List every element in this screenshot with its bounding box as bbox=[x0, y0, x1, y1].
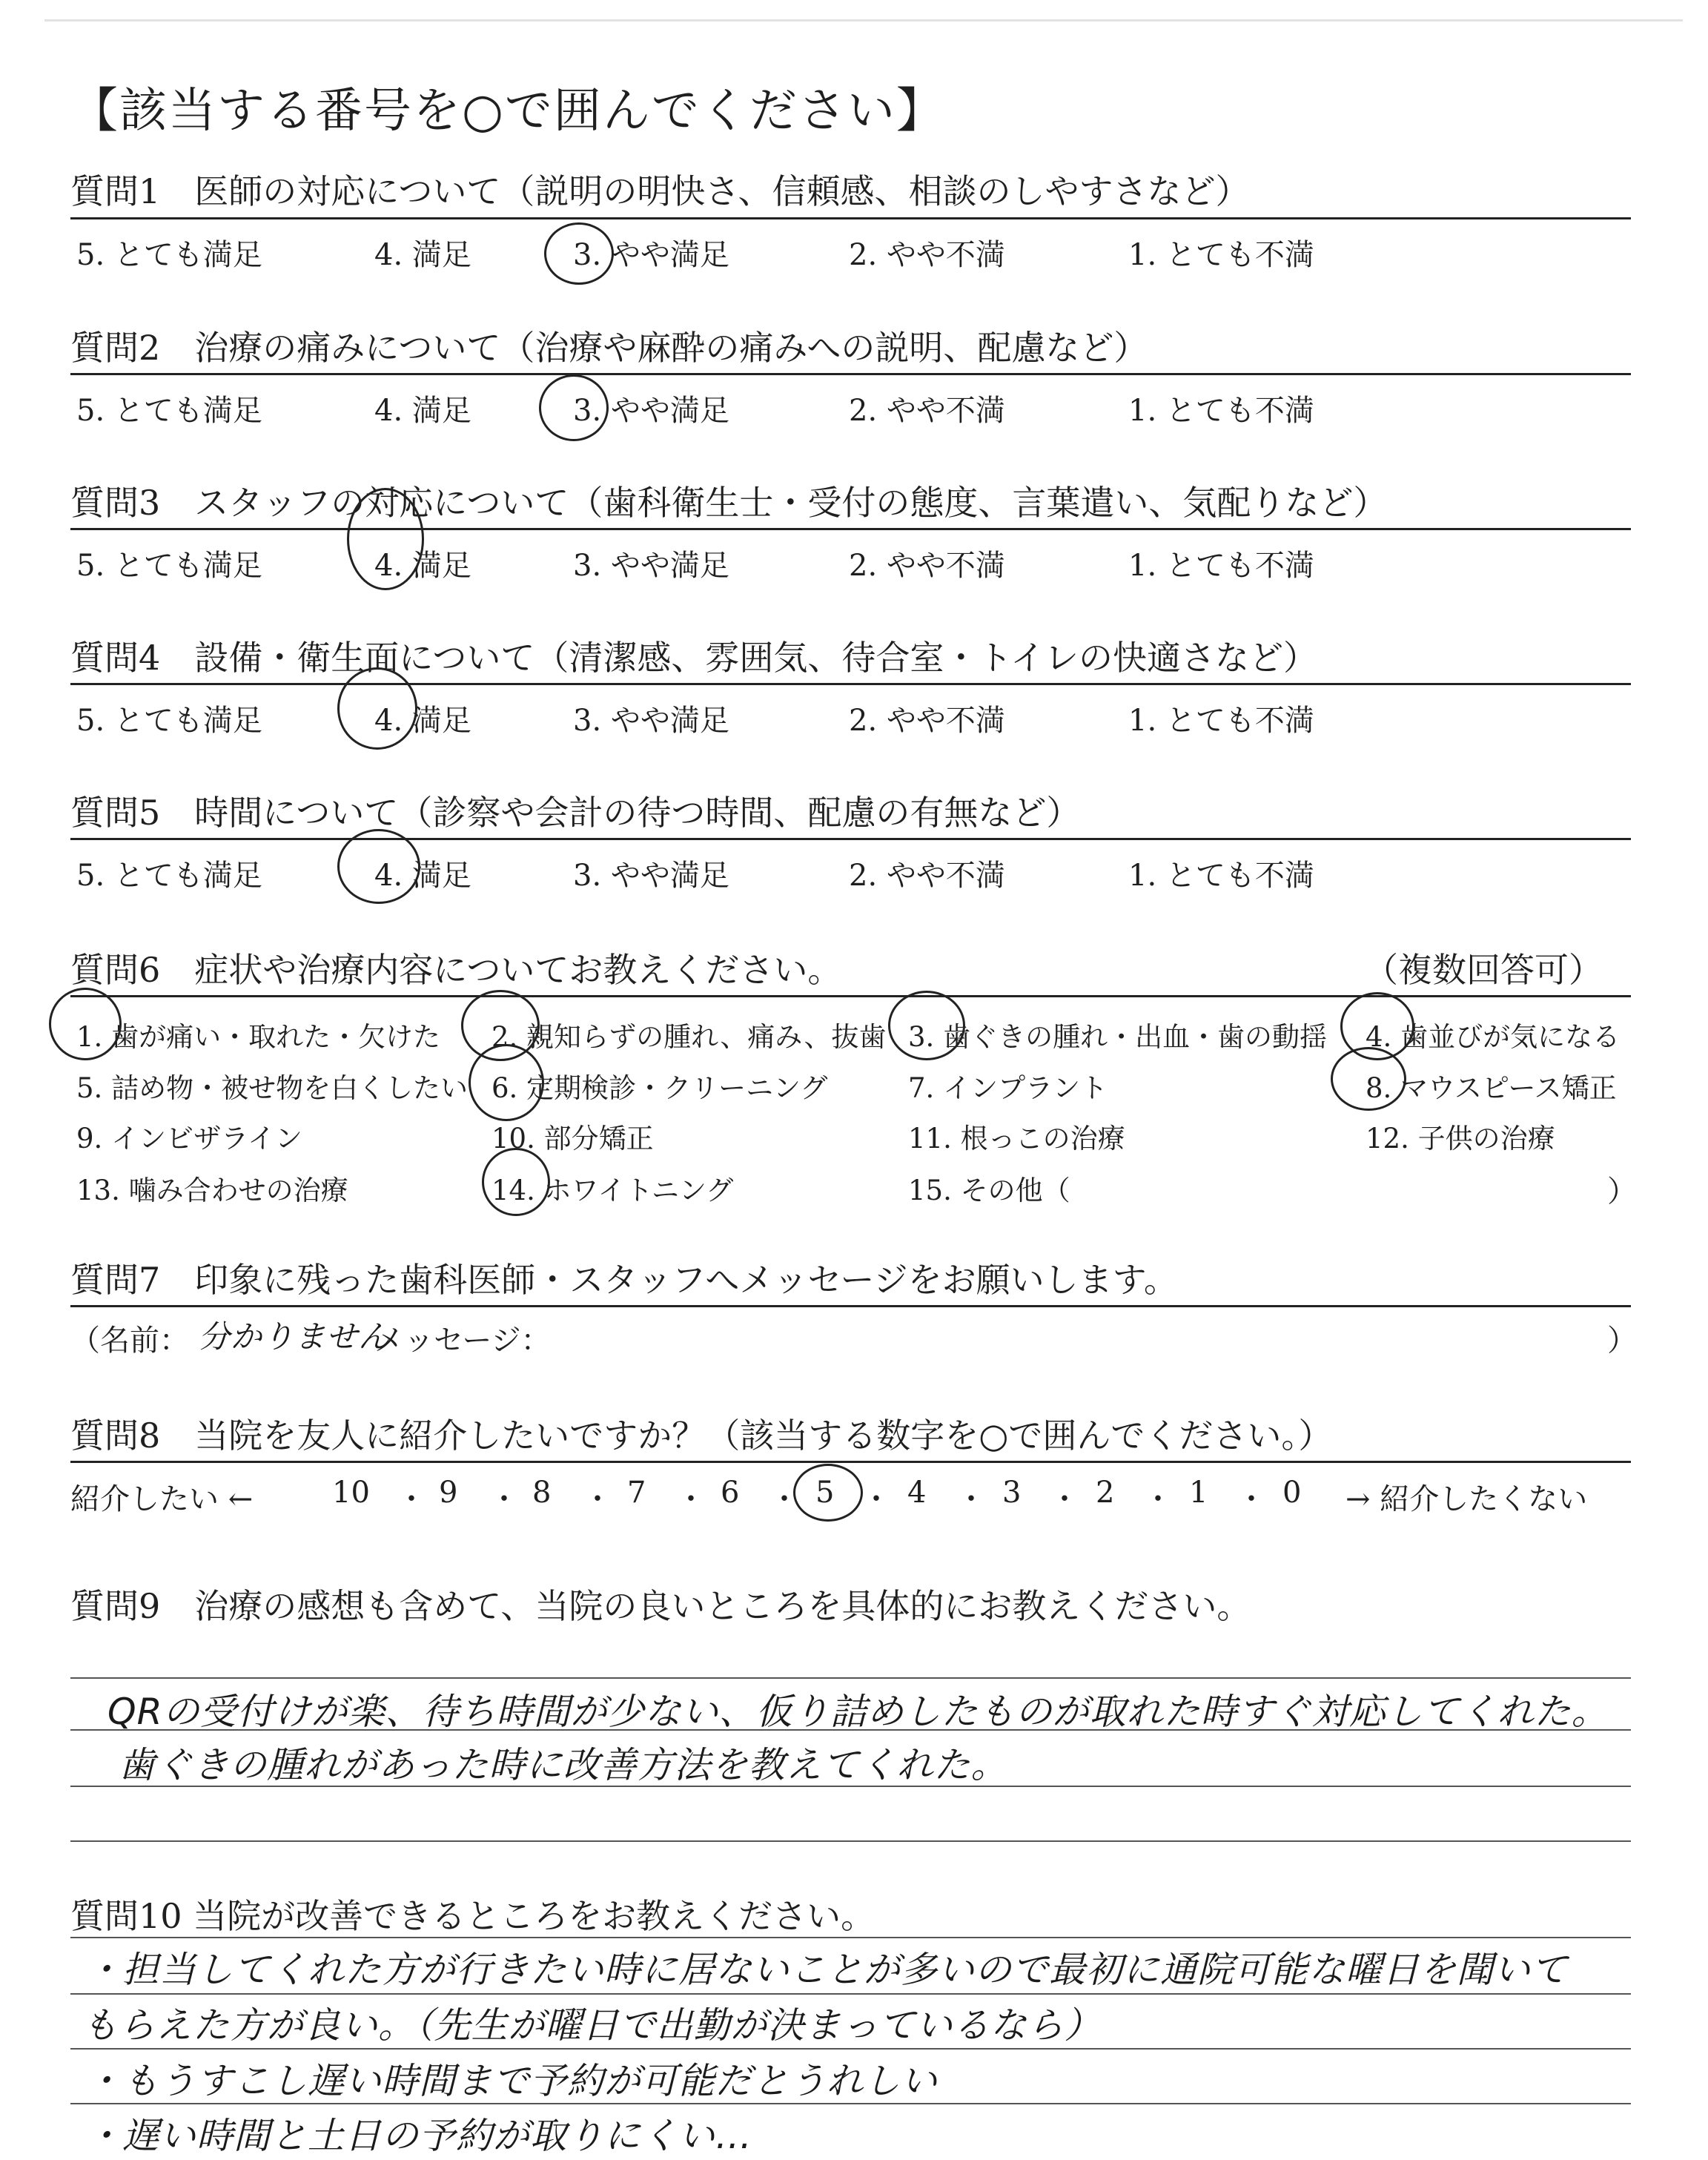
q6-item-9[interactable]: 9. インビザライン bbox=[76, 1123, 302, 1155]
q3-option-3[interactable]: 3. やや満足 bbox=[573, 549, 729, 583]
q2-option-1[interactable]: 1. とても不満 bbox=[1128, 394, 1314, 428]
q6-item-11[interactable]: 11. 根っこの治療 bbox=[908, 1123, 1125, 1155]
q3-option-5[interactable]: 5. とても満足 bbox=[76, 549, 262, 583]
q6-item-14-circle bbox=[482, 1148, 550, 1216]
q7-underline bbox=[70, 1305, 1631, 1307]
scan-edge-line bbox=[44, 19, 1683, 22]
q10-writing-line-2 bbox=[70, 1993, 1631, 1995]
q8-scale-8[interactable]: 8 bbox=[532, 1476, 552, 1510]
q6-item-5[interactable]: 5. 詰め物・被せ物を白くしたい bbox=[76, 1072, 469, 1104]
q8-dot-4: ・ bbox=[676, 1482, 706, 1516]
q4-option-5[interactable]: 5. とても満足 bbox=[76, 704, 262, 738]
q5-option-3[interactable]: 3. やや満足 bbox=[573, 859, 729, 893]
q9-answer-line-2[interactable]: 歯ぐきの腫れがあった時に改善方法を教えてくれた。 bbox=[119, 1744, 1008, 1786]
q6-item-1[interactable]: 1. 歯が痛い・取れた・欠けた bbox=[76, 1021, 441, 1053]
q6-item-7[interactable]: 7. インプラント bbox=[908, 1072, 1108, 1104]
q2-option-2[interactable]: 2. やや不満 bbox=[849, 394, 1005, 428]
q2-selection-circle bbox=[539, 374, 609, 441]
q8-scale-3[interactable]: 3 bbox=[1002, 1476, 1022, 1510]
q6-item-4[interactable]: 4. 歯並びが気になる bbox=[1366, 1021, 1621, 1053]
q7-name-handwritten[interactable]: 分かりません bbox=[199, 1318, 391, 1355]
q5-option-4[interactable]: 4. 満足 bbox=[374, 859, 471, 893]
q4-option-2[interactable]: 2. やや不満 bbox=[849, 704, 1005, 738]
q6-item-3-circle bbox=[888, 991, 965, 1060]
q8-right-label: → 紹介したくない bbox=[1345, 1482, 1588, 1516]
q10-answer-line-1[interactable]: ・担当してくれた方が行きたい時に居ないことが多いので最初に通院可能な曜日を聞いて bbox=[85, 1949, 1569, 1991]
q4-option-1[interactable]: 1. とても不満 bbox=[1128, 704, 1314, 738]
page-title: 【該当する番号を○で囲んでください】 bbox=[70, 84, 945, 139]
q2-option-4[interactable]: 4. 満足 bbox=[374, 394, 471, 428]
q10-writing-line-1 bbox=[70, 1937, 1631, 1938]
q8-scale-9[interactable]: 9 bbox=[439, 1476, 458, 1510]
q8-dot-7: ・ bbox=[956, 1482, 986, 1516]
q3-option-2[interactable]: 2. やや不満 bbox=[849, 549, 1005, 583]
q2-option-5[interactable]: 5. とても満足 bbox=[76, 394, 262, 428]
q8-selection-circle bbox=[793, 1464, 863, 1522]
q6-item-6[interactable]: 6. 定期検診・クリーニング bbox=[491, 1072, 828, 1104]
q5-option-2[interactable]: 2. やや不満 bbox=[849, 859, 1005, 893]
q8-heading: 質問8 当院を友人に紹介したいですか？（該当する数字を○で囲んでください。） bbox=[70, 1416, 1333, 1456]
q9-writing-line-4 bbox=[70, 1840, 1631, 1842]
q6-multiple-answer-note: （複数回答可） bbox=[1364, 950, 1603, 990]
q8-dot-6: ・ bbox=[861, 1482, 891, 1516]
q8-scale-0[interactable]: 0 bbox=[1282, 1476, 1302, 1510]
q1-option-2[interactable]: 2. やや不満 bbox=[849, 238, 1005, 272]
q4-selection-circle bbox=[337, 667, 417, 750]
q1-heading: 質問1 医師の対応について（説明の明快さ、信頼感、相談のしやすさなど） bbox=[70, 171, 1250, 211]
q7-message-label: メッセージ： bbox=[374, 1324, 551, 1358]
q2-heading: 質問2 治療の痛みについて（治療や麻酔の痛みへの説明、配慮など） bbox=[70, 328, 1148, 368]
q6-item-8-circle bbox=[1331, 1047, 1406, 1111]
q7-name-label: （名前： bbox=[70, 1324, 189, 1358]
q4-option-4[interactable]: 4. 満足 bbox=[374, 704, 471, 738]
q6-item-13[interactable]: 13. 噛み合わせの治療 bbox=[76, 1175, 348, 1206]
q6-item-1-circle bbox=[49, 988, 122, 1060]
q1-option-5[interactable]: 5. とても満足 bbox=[76, 238, 262, 272]
q10-answer-line-3[interactable]: ・もうすこし遅い時間まで予約が可能だとうれしい bbox=[85, 2060, 939, 2102]
q1-option-1[interactable]: 1. とても不満 bbox=[1128, 238, 1314, 272]
q8-underline bbox=[70, 1461, 1631, 1463]
q8-dot-9: ・ bbox=[1143, 1482, 1173, 1516]
q7-close-paren: ） bbox=[1607, 1324, 1637, 1358]
q10-answer-line-2[interactable]: もらえた方が良い。（先生が曜日で出勤が決まっているなら） bbox=[82, 2004, 1102, 2047]
q5-underline bbox=[70, 838, 1631, 840]
q5-option-1[interactable]: 1. とても不満 bbox=[1128, 859, 1314, 893]
q3-heading: 質問3 スタッフの対応について（歯科衛生士・受付の態度、言葉遣い、気配りなど） bbox=[70, 483, 1388, 523]
q4-underline bbox=[70, 683, 1631, 685]
q8-scale-1[interactable]: 1 bbox=[1189, 1476, 1208, 1510]
q6-heading: 質問6 症状や治療内容についてお教えください。 bbox=[70, 950, 842, 990]
q1-selection-circle bbox=[544, 222, 614, 285]
q8-scale-6[interactable]: 6 bbox=[721, 1476, 740, 1510]
q8-scale-2[interactable]: 2 bbox=[1096, 1476, 1115, 1510]
q7-heading: 質問7 印象に残った歯科医師・スタッフへメッセージをお願いします。 bbox=[70, 1260, 1178, 1300]
q1-option-3[interactable]: 3. やや満足 bbox=[573, 238, 729, 272]
q9-writing-line-1 bbox=[70, 1677, 1631, 1679]
q5-selection-circle bbox=[337, 829, 420, 904]
q3-option-4[interactable]: 4. 満足 bbox=[374, 549, 471, 583]
q1-underline bbox=[70, 217, 1631, 219]
q6-item-14[interactable]: 14. ホワイトニング bbox=[491, 1175, 734, 1206]
q6-item-15[interactable]: 15. その他（ bbox=[908, 1175, 1070, 1206]
q10-heading: 質問10 当院が改善できるところをお教えください。 bbox=[70, 1896, 875, 1936]
q5-option-5[interactable]: 5. とても満足 bbox=[76, 859, 262, 893]
q8-scale-7[interactable]: 7 bbox=[627, 1476, 646, 1510]
q6-item-2[interactable]: 2. 親知らずの腫れ、痛み、抜歯 bbox=[491, 1021, 887, 1053]
q3-underline bbox=[70, 528, 1631, 530]
q8-dot-5: ・ bbox=[769, 1482, 799, 1516]
q6-item-10[interactable]: 10. 部分矯正 bbox=[491, 1123, 654, 1155]
q2-underline bbox=[70, 373, 1631, 375]
q8-dot-10: ・ bbox=[1237, 1482, 1266, 1516]
q6-item-3[interactable]: 3. 歯ぐきの腫れ・出血・歯の動揺 bbox=[908, 1021, 1328, 1053]
q6-item-6-circle bbox=[469, 1044, 544, 1121]
q6-other-close-paren: ） bbox=[1607, 1175, 1637, 1209]
q8-dot-1: ・ bbox=[397, 1482, 426, 1516]
q3-selection-circle bbox=[347, 488, 424, 590]
q1-option-4[interactable]: 4. 満足 bbox=[374, 238, 471, 272]
q3-option-1[interactable]: 1. とても不満 bbox=[1128, 549, 1314, 583]
q9-answer-line-1[interactable]: QRの受付けが楽、待ち時間が少ない、仮り詰めしたものが取れた時すぐ対応してくれた。 bbox=[107, 1691, 1609, 1733]
q8-dot-2: ・ bbox=[489, 1482, 519, 1516]
q6-item-8[interactable]: 8. マウスピース矯正 bbox=[1366, 1072, 1617, 1104]
q8-scale-4[interactable]: 4 bbox=[907, 1476, 927, 1510]
q8-scale-10[interactable]: 10 bbox=[332, 1476, 370, 1510]
q6-item-12[interactable]: 12. 子供の治療 bbox=[1366, 1123, 1555, 1155]
q9-heading: 質問9 治療の感想も含めて、当院の良いところを具体的にお教えください。 bbox=[70, 1586, 1251, 1626]
q5-heading: 質問5 時間について（診察や会計の待つ時間、配慮の有無など） bbox=[70, 793, 1081, 833]
q8-dot-3: ・ bbox=[583, 1482, 612, 1516]
q10-answer-line-4[interactable]: ・遅い時間と土日の予約が取りにくい… bbox=[85, 2115, 753, 2157]
q4-heading: 質問4 設備・衛生面について（清潔感、雰囲気、待合室・トイレの快適さなど） bbox=[70, 638, 1318, 678]
q8-dot-8: ・ bbox=[1050, 1482, 1079, 1516]
q2-option-3[interactable]: 3. やや満足 bbox=[573, 394, 729, 428]
q8-scale-5[interactable]: 5 bbox=[815, 1476, 835, 1510]
q8-left-label: 紹介したい ← bbox=[70, 1482, 254, 1516]
q4-option-3[interactable]: 3. やや満足 bbox=[573, 704, 729, 738]
